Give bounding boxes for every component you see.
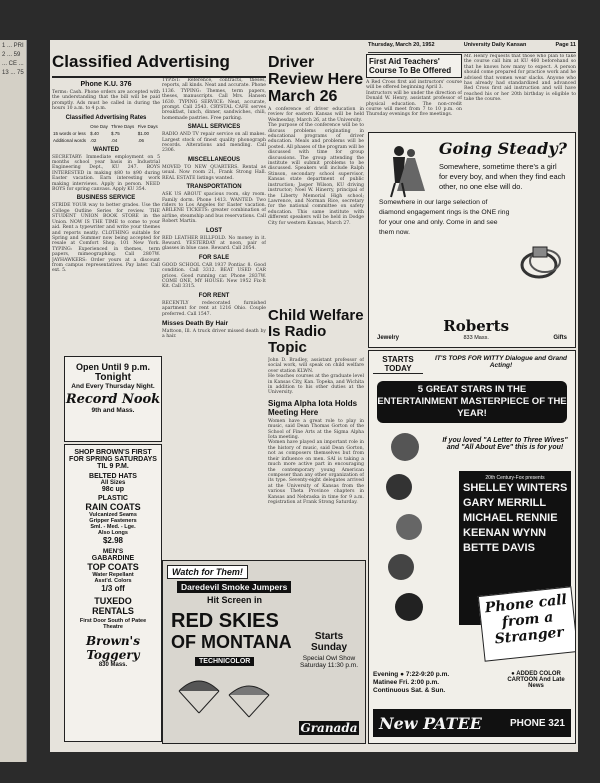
- patee-stars-banner: 5 GREAT STARS IN THE ENTERTAINMENT MASTERPIECE OF THE YEAR!: [377, 381, 567, 423]
- granada-theatre-name: Granada: [300, 721, 358, 735]
- first-aid-body: A Red Cross first aid instructors' course will be offered beginning April 3.: [366, 80, 462, 91]
- granada-sunday: Sunday: [310, 642, 348, 653]
- first-aid-article-cont: Mr. Henry requests that those who plan to take the course call him at KU 460 beforehand so that he knows how many to expect. A person should come prepared for practice work and he advised that women wear slacks. Anyone who has already had standardized and advanced Red Cross first aid instruction and will have reached his or her 20th birthday is eligible to take the course.: [464, 54, 576, 103]
- browns-name: Brown's Toggery: [86, 634, 140, 662]
- browns-item: $2.98: [102, 536, 124, 545]
- driver-review-title: Driver Review Here March 26: [268, 54, 364, 105]
- browns-item: First Door South of Patee Theatre: [79, 618, 147, 630]
- fox-presents: 20th Century-Fox presents: [485, 475, 545, 481]
- stars-portraits: [375, 427, 435, 647]
- previous-page-edge: [0, 40, 27, 762]
- browns-item: All Sizes: [100, 480, 126, 486]
- patee-added: ● ADDED COLOR CARTOON And Late News: [507, 671, 565, 689]
- granada-starts: Starts: [314, 631, 344, 642]
- cast-member: MICHAEL RENNIE: [463, 512, 558, 524]
- patee-schedule: [373, 671, 571, 695]
- ring-illustration: [517, 241, 567, 281]
- patee-matinee: Matinee Fri. 2:00 p.m.: [373, 679, 440, 686]
- going-steady-ad: [368, 132, 576, 348]
- granada-watch: Watch for Them!: [167, 565, 248, 579]
- film-title: Phone call from a Stranger: [478, 586, 576, 661]
- browns-item: 1/3 off: [101, 584, 125, 593]
- running-header: [368, 42, 576, 53]
- rates-title: Classified Advertising Rates: [65, 114, 147, 121]
- newspaper-page: [50, 40, 578, 752]
- roberts-name: Roberts: [443, 317, 510, 335]
- first-aid-title: First Aid Teachers' Course To Be Offered: [369, 57, 452, 75]
- child-welfare-title: Child Welfare Is Radio Topic: [268, 308, 364, 356]
- record-nook-address: 9th and Mass.: [91, 407, 135, 414]
- header-date: Thursday, March 20, 1952: [368, 42, 435, 48]
- granada-hit-screen: Hit Screen in: [207, 595, 263, 605]
- granada-technicolor: TECHNICOLOR: [195, 657, 254, 666]
- granada-movie-title: [171, 611, 301, 652]
- cast-member: GARY MERRILL: [463, 497, 547, 509]
- cast-member: SHELLEY WINTERS: [463, 482, 568, 494]
- browns-address: 830 Mass.: [98, 662, 128, 668]
- roberts-signature: [377, 317, 567, 341]
- child-welfare-article: Child Welfare Is Radio Topic John D. Bradley, assistant professor of social work, will speak on child welfare over station KLWN. He teaches courses at the graduate level in Kansas City, Kan. Topeka, and Wichita in addition to his other duties at the University. Sigma Alpha Iota Holds Meeting Here Women have a great role to play in music, said Dean Thomas Gorton of the School of Fine Arts at the Sigma Alpha Iota meeting. Women have played an important role in the history of music, said Dean Gorton, not as composers themselves but from their influence on men. SAI is taking a much more active part in encouraging the contemporary young American composer than any other organization of its type. Seventy-eight delegates arrived at the University of Kansas from the various Theta Province chapters in Kansas and Nebraska in time for 9 a.m. registration at Frank Strong Saturday.: [268, 308, 364, 505]
- misses-body: Mattoon, Ill. A truck driver missed death by a hair.: [162, 329, 266, 340]
- classified-title: Classified Advertising: [52, 54, 230, 71]
- section-business: BUSINESS SERVICE: [76, 195, 136, 202]
- sigma-body: Women have a great role to play in music, said Dean Thomas Gorton of the School of Fine Arts at the Sigma Alpha Iota meeting.: [268, 418, 364, 441]
- browns-item: Sml. - Med. - Lge.: [90, 524, 136, 530]
- section-lost: LOST: [206, 227, 222, 234]
- sigma-title: Sigma Alpha Iota Holds Meeting Here: [268, 398, 358, 417]
- previous-page-text: 1 ... PRI 2 ... 59 ... CE ... 13 ... 75: [2, 43, 24, 76]
- browns-item: Water Repellant: [92, 572, 134, 578]
- patee-times: [373, 671, 449, 695]
- browns-item: Also Longs: [98, 530, 128, 536]
- header-page: Page 11: [555, 42, 576, 48]
- section-miscellaneous: MISCELLANEOUS: [187, 156, 240, 163]
- patee-evening: Evening ● 7:22-9:20 p.m.: [373, 671, 450, 678]
- misses-title: Misses Death By Hair: [162, 320, 229, 327]
- browns-item: TUXEDO: [94, 596, 132, 606]
- rates-table: One Day Three Days Five Days 15 words or less $.40 $.75 $1.00 Additional words .02 .04 .06: [53, 123, 158, 143]
- patee-tops: IT'S TOPS FOR WITTY Dialogue and Grand Acting!: [434, 355, 568, 369]
- classified-column-2: TYPIST: Reference, contracts, theses, reports, all kinds. Neat and accurate. Phone 1136. TYPING: Themes, term papers, theses, manuscripts. Call Mrs. Hansen 1630. TYPING SERVICE: Neat, accurate, prompt. Call 2543. CRYSTAL CAFE serves breakfast, lunch, dinner, sandwiches, chili, homemade pastries. Free parking. SMALL SERVICES RADIO AND TV repair service on all makes. Largest stock of finest quality phonograph records. Alterations and mending. Call 2306. MISCELLANEOUS MOVED TO NEW QUARTERS. Rental as usual. Now room 21, Frank Strong Hall. REAL ESTATE listings wanted. TRANSPORTATION ASK US ABOUT spacious room, sky room. Family dorm. Phone 1413. WANTED: Two riders to Los Angeles for Easter vacation. ABILENE TICKETS: greater combination of airline, steamship and bus reservations. Call Robert Martin. LOST RED LEATHER BILLFOLD. No money in it. Reward. YESTERDAY at noon, pair of glasses in blue case. Reward. Call 2054. FOR SALE GOOD SCHOOL CAR 1937 Pontiac 8. Good condition. Call 3312. BEAT USED CAR prices. Good running car. Phone 2837W. COME ONE, MY HOUSE: New 1952 Fix-It Kit. Call 3315. FOR RENT RECENTLY redecorated furnished apartment for rent at 1216 Ohio. Couple preferred. Call 1547. Misses Death By Hair Mattoon, Ill. A truck driver missed death by a hair.: [162, 78, 266, 340]
- browns-item: BELTED HATS: [89, 473, 137, 480]
- classified-header: [52, 54, 266, 78]
- patee-loved: If you loved "A Letter to Three Wives" and "All About Eve" this is for you!: [442, 437, 568, 451]
- record-nook-name: Record Nook: [65, 392, 161, 407]
- browns-item: GABARDINE: [91, 555, 135, 562]
- browns-item: TOP COATS: [87, 562, 139, 572]
- browns-item: Gripper Fasteners: [89, 518, 137, 524]
- section-transportation: TRANSPORTATION: [186, 184, 242, 191]
- granada-smoke-jumpers: Daredevil Smoke Jumpers: [177, 581, 291, 593]
- first-aid-article: First Aid Teachers' Course To Be Offered A Red Cross first aid instructors' course will be offered beginning April 3. Instructors will be under the direction of Donald W. Henry, assistant professor of physical education. The non-credit course will meet from 7 to 10 p.m. on Thursday evenings for five meetings.: [366, 54, 462, 178]
- record-nook-ad: [64, 356, 162, 442]
- section-for-sale: FOR SALE: [198, 254, 230, 261]
- record-nook-tonight: Tonight: [95, 372, 131, 383]
- browns-item: PLASTIC: [98, 495, 128, 502]
- patee-ad: [368, 350, 576, 744]
- jewelry-label: Jewelry: [377, 335, 400, 341]
- roberts-address: 833 Mass.: [463, 335, 489, 341]
- steady-ad-text: Somewhere, sometime there's a girl for every boy, and when they find each other, no one else will do.: [439, 162, 566, 191]
- section-small-services: SMALL SERVICES: [187, 124, 241, 131]
- driver-review-article: Driver Review Here March 26 A conference of driver education in review for eastern Kansas will be held Wednesday, March 26, at the University. The purpose of the conference will be to discuss problems originating in educational programs of driver education. Meals and problems will be posted. All phases of the program will be discussed with time for group discussions. The group attending the institute will submit problems to be discussed. Speakers will include Ralph Stinson, secondary school supervisor, Kansas state department of public instruction; Jasper Wilson, KU driving instructor; Noel W. Hinerry, principal of the Liberty Memorial High school; Lawrence, and Norman Rice, secretary for the national committee on safety education. This same institute with different speakers will be held in Dodge City for western Kansas, March 27.: [268, 54, 364, 226]
- patee-name: New PATEE: [379, 713, 482, 733]
- browns-headline-1: SHOP BROWN'S FIRST: [74, 449, 152, 456]
- gifts-label: Gifts: [553, 335, 567, 341]
- cast-member: BETTE DAVIS: [463, 542, 535, 554]
- classified-column-1: Phone K.U. 376 Terms: Cash. Phone orders are accepted with the understanding that the bill will be paid promptly. Ads must be called in during the hours 10 a.m. to 4 p.m. Classified Advertising Rates One Day Three Days Five Days 15 words or less $.40 $.75 $1.00 Additional words .02 .04 .06 WANTED SECRETARY: Immediate employment on 5 months school year basis in Industrial Engineering Dept., KU 247. BOYS INTERESTED in making $80 to $90 during Easter vacation. Earn interesting work making interviews. Apply in person. NEED BOYS for spring canvass. Apply KU 354. BUSINESS SERVICE STRIDE YOUR way to better grades. Use the College Outline Series for review. THE STUDENT UNION BOOK STORE in the Union. NOW IS THE TIME to come to your aid. Rent a typewriter and write your themes and reports neatly. CLOTHING suitable for Spring and Summer now being accepted for resale at Comfort Shop, 101 New York. TYPING: Experienced in themes, term papers, mimeographing. Call 2807W. JAYHAWKERS: Order yours at a discount from campus representatives. Pay later. Call ext. 5.: [52, 81, 160, 274]
- cast-member: KEENAN WYNN: [463, 527, 547, 539]
- browns-item: RENTALS: [92, 606, 134, 616]
- section-wanted: WANTED: [93, 146, 119, 153]
- steady-ad-text-2: Somewhere in our large selection of diamond engagement rings is the ONE ring for your one and only. Come in and see them now.: [379, 199, 510, 236]
- browns-item: Vulcanized Seams: [89, 512, 137, 518]
- granada-title-1: RED SKIES: [171, 610, 279, 632]
- dancing-couple-illustration: [375, 143, 435, 199]
- browns-headline-2: FOR SPRING SATURDAYS: [69, 456, 157, 463]
- child-welfare-body: John D. Bradley, assistant professor of social work, will speak on child welfare over station KLWN.: [268, 358, 364, 374]
- browns-item: MEN'S: [102, 548, 124, 555]
- patee-phone: PHONE 321: [509, 717, 565, 729]
- browns-item: RAIN COATS: [85, 502, 141, 512]
- browns-toggery-ad: [64, 444, 162, 742]
- granada-title-2: OF MONTANA: [171, 632, 292, 652]
- driver-review-body: A conference of driver education in review for eastern Kansas will be held Wednesday, March 26, at the University.: [268, 107, 364, 123]
- browns-headline-3: TIL 9 P.M.: [97, 463, 129, 470]
- browns-item: 98c up: [101, 486, 125, 493]
- classified-phone: Phone K.U. 376: [80, 81, 132, 88]
- browns-item: Asst'd. Colors: [94, 578, 132, 584]
- patee-starts-today: STARTS TODAY: [373, 355, 423, 374]
- header-paper: University Daily Kansan: [463, 42, 527, 48]
- granada-special: Special Owl Show Saturday 11:30 p.m.: [299, 655, 359, 669]
- going-steady-title: Going Steady?: [438, 139, 567, 158]
- record-nook-hours: Open Until 9 p.m.: [75, 362, 150, 372]
- patee-continuous: Continuous Sat. & Sun.: [373, 687, 446, 694]
- parachute-illustration: [169, 671, 289, 721]
- record-nook-thursday: And Every Thursday Night.: [71, 383, 155, 390]
- granada-showtimes: [299, 631, 359, 669]
- granada-ad: [162, 560, 366, 744]
- patee-footer: [373, 709, 571, 737]
- section-for-rent: FOR RENT: [198, 292, 230, 299]
